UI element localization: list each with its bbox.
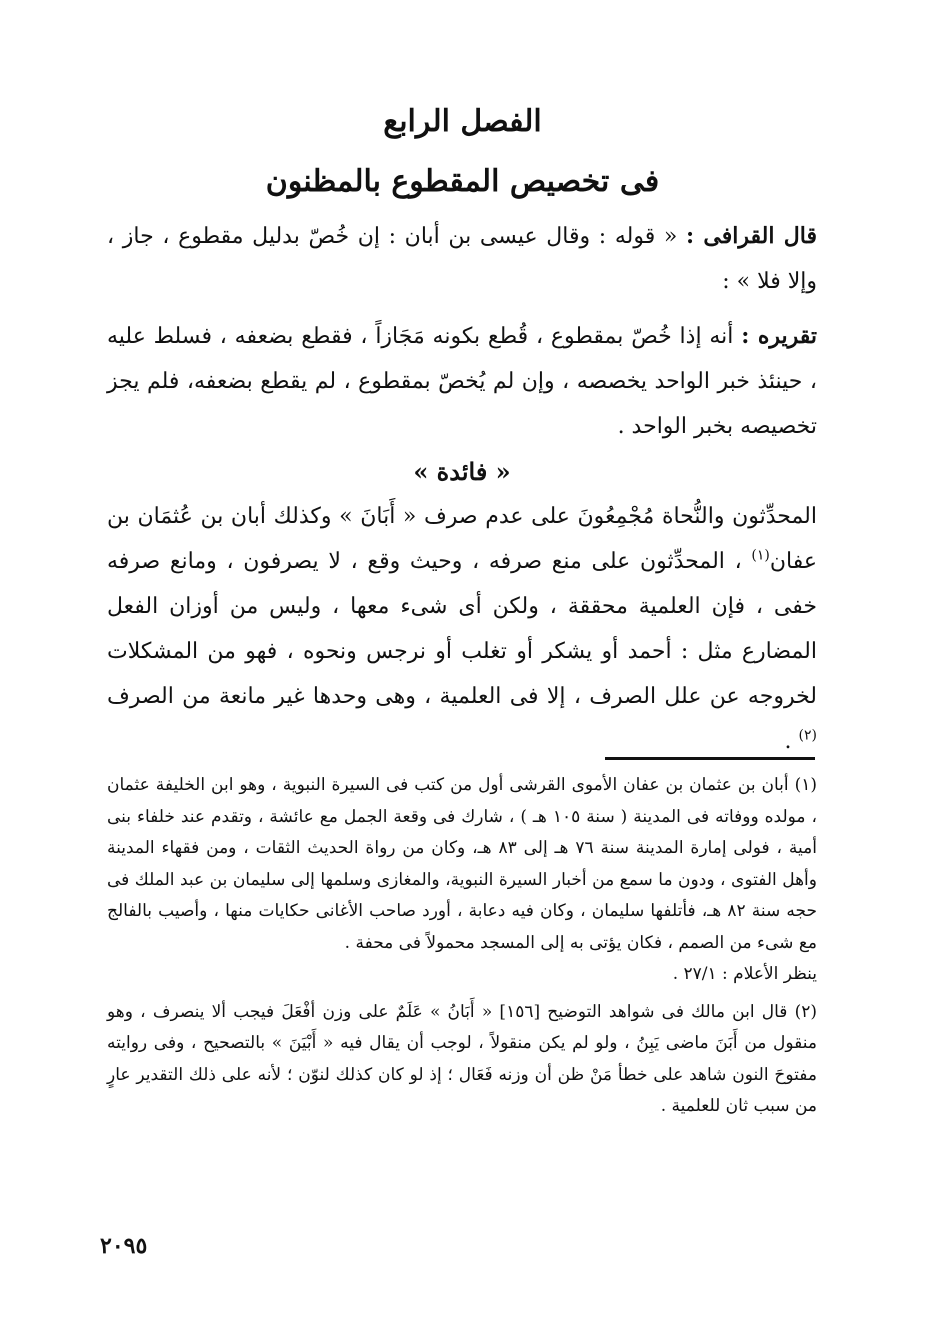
- paragraph-text: المحدِّثون والنُّحاة مُجْمِعُونَ على عدم صرف « أَبَانَ » وكذلك أبان بن عُثمَان بن عفان: [107, 504, 817, 574]
- paragraph-qarafi: [107, 214, 817, 304]
- paragraph-lead: تقريره :: [741, 323, 818, 349]
- chapter-subtitle: فى تخصيص المقطوع بالمظنون: [265, 164, 660, 199]
- paragraph-text: أنه إذا خُصّ بمقطوع ، قُطع بكونه مَجَازاً ، فقطع بضعفه ، فسلط عليه ، حينئذ خبر الواحد يخصصه ، وإن لم يُخصّ بمقطوع ، لم يقطع بضعفه، فلم يجز تخصيصه بخبر الواحد .: [107, 324, 817, 439]
- paragraph-lead: قال القرافى :: [685, 223, 817, 249]
- paragraph-text: ، المحدِّثون على منع صرفه ، وحيث وقع ، لا يصرفون ، ومانع صرفه خفى ، فإن العلمية محققة ، ولكن أى شىء معها ، وليس من أوزان الفعل المضارع مثل : أحمد أو يشكر أو تغلب أو نرجس ونحوه ، فهو من المشكلات لخروجه عن علل الصرف ، إلا فى العلمية ، وهى وحدها غير مانعة من الصرف: [107, 549, 817, 709]
- main-text: [107, 214, 817, 764]
- paragraph-faida: [107, 494, 817, 764]
- footnote-ref: (١): [751, 547, 770, 564]
- footnotes: [107, 770, 817, 1123]
- footnote-separator: [605, 757, 815, 760]
- footnote-1-reference: ينظر الأعلام : ٢٧/١ .: [672, 964, 817, 984]
- footnote-ref: (٢): [798, 727, 817, 744]
- page-number: ٢٠٩٥: [100, 1233, 148, 1259]
- faida-heading: « فائدة »: [413, 457, 511, 486]
- paragraph-text: « قوله : وقال عيسى بن أبان : إن خُصّ بدليل مقطوع ، جاز ، وإلا فلا » :: [107, 224, 817, 294]
- chapter-title: الفصل الرابع: [383, 104, 542, 139]
- footnote-2: (٢) قال ابن مالك فى شواهد التوضيح [١٥٦] « أَبَانُ » عَلَمٌ على وزن أفْعَلَ فيجب ألا ينصرف ، وهو منقول من أَبَنَ ماضى يَبِنُ ، ولو لم يكن منقولاً ، لوجب أن يقال فيه « أَبْيَنَ » بالتصحيح ، وفى روايته مفتوحَ النون شاهد على خطأ مَنْ ظن أن وزنه فَعَال ؛ إذ لو كان كذلك لنوّن ؛ لأنه على ذلك التقدير عارٍ من سبب ثان للعلمية .: [107, 1001, 817, 1116]
- paragraph-end: .: [784, 729, 799, 754]
- paragraph-taqrir: [107, 314, 817, 449]
- footnote-1: (١) أبان بن عثمان بن عفان الأموى القرشى أول من كتب فى السيرة النبوية ، وهو ابن الخليفة عثمان ، مولده ووفاته فى المدينة ( سنة ١٠٥ هـ ) ، شارك فى وقعة الجمل مع عائشة ، وتقدم عند خلفاء بنى أمية ، فولى إمارة المدينة سنة ٧٦ هـ إلى ٨٣ هـ، وكان من رواة الحديث الثقات ، ومن فقهاء المدينة وأهل الفتوى ، ودون ما سمع من أخبار السيرة النبوية، والمغازى وسلمها إلى سليمان بن عبد الملك فى حجه سنة ٨٢ هـ، فأتلفها سليمان ، وكان فيه دعابة ، أورد صاحب الأغانى حكايات منها ، وأصيب بالفالج مع شىء من الصمم ، فكان يؤتى به إلى المسجد محمولاً فى محفة .: [107, 775, 818, 953]
